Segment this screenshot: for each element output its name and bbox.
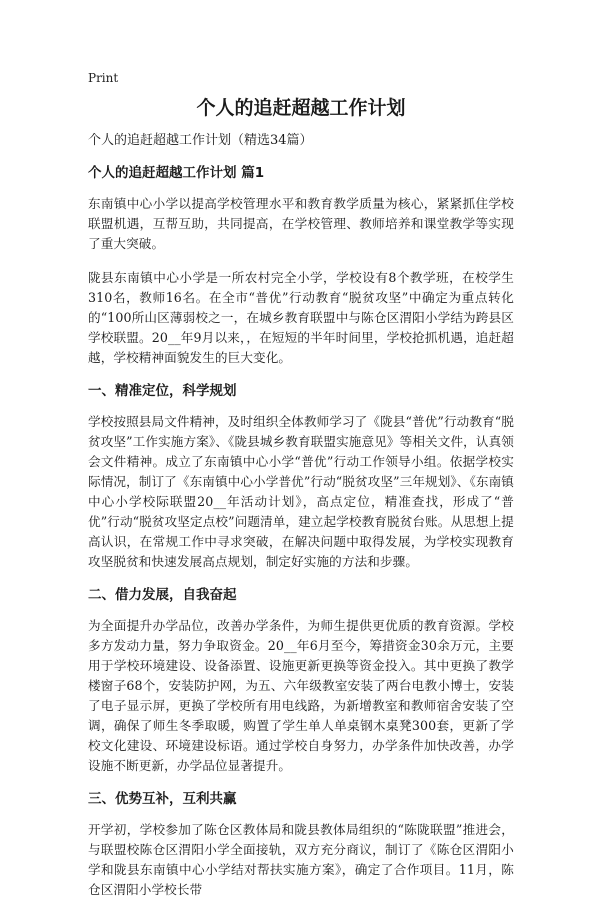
intro-paragraph: 东南镇中心小学以提高学校管理水平和教育教学质量为核心，紧紧抓住学校联盟机遇，互帮互助，共同提高，在学校管理、教师培养和课堂教学等实现了重大突破。 <box>88 196 514 251</box>
document-title: 个人的追赶超越工作计划 <box>196 97 406 119</box>
intro-paragraph: 陇县东南镇中心小学是一所农村完全小学，学校设有8个教学班，在校学生310名，教师16名。在全市“普优”行动教育“脱贫攻坚”中确定为重点转化的“100所山区薄弱校之一，在城乡教育联盟中与陈仓区渭阳小学结为跨县区学校联盟。20__年9月以来，，在短短的半年时间里，学校抢抓机遇，追赶超越，学校精神面貌发生的巨大变化。 <box>88 270 514 365</box>
print-label[interactable]: Print <box>88 71 119 85</box>
section-heading: 一、精准定位，科学规划 <box>88 383 237 399</box>
section-paragraph: 学校按照县局文件精神，及时组织全体教师学习了《陇县“普优”行动教育“脱贫攻坚”工作实施方案》、《陇县城乡教育联盟实施意见》等相关文件，认真领会文件精神。成立了东南镇中心小学“普优”行动工作领导小组。依据学校实际情况，制订了《东南镇中心小学普优”行动“脱贫攻坚”三年规划》、《东南镇中心小学校际联盟20__年活动计划》，高点定位，精准查找，形成了“普优”行动“脱贫攻坚定点校”问题清单，建立起学校教育脱贫台账。从思想上提高认识，在常规工作中寻求突破，在解决问题中取得发展，为学校实现教育攻坚脱贫和快速发展高点规划，制定好实施的方法和步骤。 <box>88 414 514 569</box>
section-heading: 三、优势互补，互利共赢 <box>88 791 237 807</box>
section-paragraph: 开学初，学校参加了陈仓区教体局和陇县教体局组织的“陈陇联盟”推进会，与联盟校陈仓区渭阳小学全面接轨，双方充分商议，制订了《陈仓区渭阳小学和陇县东南镇中心小学结对帮扶实施方案》，确定了合作项目。11月，陈仓区渭阳小学校长带 <box>88 822 514 897</box>
section-heading: 二、借力发展，自我奋起 <box>88 587 237 603</box>
section-paragraph: 为全面提升办学品位，改善办学条件，为师生提供更优质的教育资源。学校多方发动力量，努力争取资金。20__年6月至今，筹措资金30余万元，主要用于学校环境建设、设备添置、设施更新更换等资金投入。其中更换了教学楼窗子68个，安装防护网，为五、六年级教室安装了两台电教小博士，安装了电子显示屏，更换了学校所有用电线路，为新增教室和教师宿舍安装了空调，确保了师生冬季取暖，购置了学生单人单桌钢木桌凳300套，更新了学校文化建设、环境建设标语。通过学校自身努力，办学条件加快改善，办学设施不断更新，办学品位显著提升。 <box>88 618 514 773</box>
section-title: 个人的追赶超越工作计划 篇1 <box>88 165 265 181</box>
document-subtitle: 个人的追赶超越工作计划（精选34篇） <box>88 133 313 148</box>
